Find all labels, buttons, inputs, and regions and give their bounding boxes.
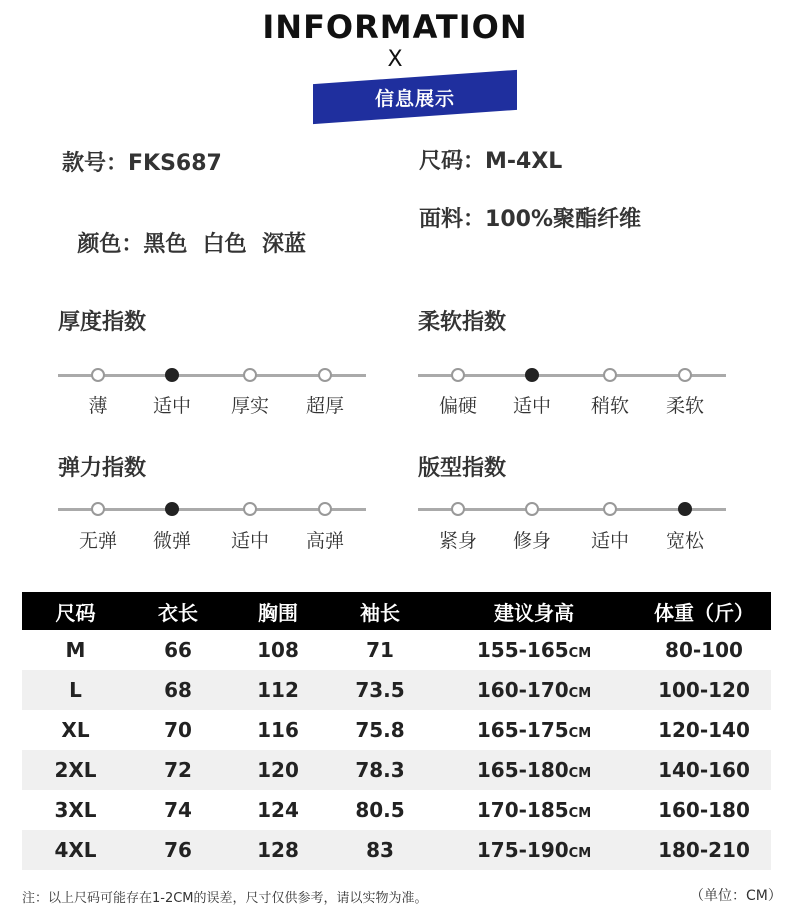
table-cell <box>431 750 637 790</box>
cell-value: 78.3 <box>355 758 405 782</box>
cell-value: 75.8 <box>355 718 405 742</box>
index-title: 柔软指数 <box>418 310 507 335</box>
table-row <box>22 710 771 750</box>
table-cell <box>227 670 329 710</box>
scale-option-label: 微弹 <box>152 530 191 552</box>
scale-dot <box>243 368 257 382</box>
header-weight: 体重（斤） <box>637 592 771 630</box>
scale-dot <box>525 502 539 516</box>
table-cell <box>637 750 771 790</box>
style-number <box>62 146 222 177</box>
cell-value: 165-180 <box>476 758 569 782</box>
scale-dot <box>318 368 332 382</box>
table-cell <box>227 630 329 670</box>
cell-value: 80.5 <box>355 798 405 822</box>
table-cell <box>431 830 637 870</box>
cell-value: 116 <box>257 718 299 742</box>
size-label: 尺码： <box>419 149 486 174</box>
table-cell <box>329 670 431 710</box>
header-chest: 胸围 <box>227 592 329 630</box>
scale-option-label: 紧身 <box>438 530 477 552</box>
table-cell <box>129 790 227 830</box>
color-label: 颜色： <box>77 232 144 257</box>
table-row <box>22 830 771 870</box>
cell-value: 112 <box>257 678 299 702</box>
table-cell <box>22 830 129 870</box>
table-cell <box>431 790 637 830</box>
table-cell <box>329 790 431 830</box>
scale-dot <box>451 368 465 382</box>
size-table <box>22 592 771 870</box>
table-cell <box>22 750 129 790</box>
cell-value: 128 <box>257 838 299 862</box>
scale-option-label: 偏硬 <box>438 395 477 417</box>
table-header-row <box>22 592 771 630</box>
cell-value: 140-160 <box>658 758 750 782</box>
table-cell <box>329 830 431 870</box>
cell-value: 108 <box>257 638 299 662</box>
cell-value: 68 <box>164 678 192 702</box>
table-cell <box>637 670 771 710</box>
cell-value: 66 <box>164 638 192 662</box>
style-label: 款号： <box>62 151 129 176</box>
height-unit: CM <box>568 846 592 861</box>
table-row <box>22 670 771 710</box>
cell-value: 71 <box>366 638 394 662</box>
banner-label: 信息展示 <box>374 88 455 110</box>
cell-value: 76 <box>164 838 192 862</box>
cell-value: 74 <box>164 798 192 822</box>
table-cell <box>227 750 329 790</box>
table-cell <box>637 790 771 830</box>
scale-option-label: 高弹 <box>305 530 344 552</box>
table-cell <box>22 790 129 830</box>
table-row <box>22 790 771 830</box>
cell-value: M <box>65 638 86 662</box>
cell-value: 100-120 <box>658 678 750 702</box>
color-value: 黑色 白色 深蓝 <box>143 232 306 257</box>
scale-option-label: 适中 <box>152 395 191 417</box>
table-cell <box>431 710 637 750</box>
cell-value: 170-185 <box>476 798 569 822</box>
index-title: 版型指数 <box>418 456 507 481</box>
size-value: M-4XL <box>485 149 563 174</box>
table-cell <box>431 630 637 670</box>
cell-value: 180-210 <box>658 838 750 862</box>
table-cell <box>129 830 227 870</box>
table-cell <box>22 670 129 710</box>
header-size: 尺码 <box>22 592 129 630</box>
scale-option-label: 薄 <box>88 395 108 417</box>
scale-option-label: 宽松 <box>665 530 704 552</box>
scale-dot <box>678 368 692 382</box>
index-title: 厚度指数 <box>58 310 147 335</box>
cell-value: 72 <box>164 758 192 782</box>
cell-value: 70 <box>164 718 192 742</box>
cell-value: 3XL <box>54 798 97 822</box>
scale-option-label: 适中 <box>512 395 551 417</box>
table-cell <box>129 710 227 750</box>
page-title: INFORMATION <box>262 8 528 46</box>
header-sleeve: 袖长 <box>329 592 431 630</box>
cell-value: 175-190 <box>476 838 569 862</box>
table-cell <box>637 710 771 750</box>
color-options <box>62 202 306 258</box>
scale-option-label: 超厚 <box>305 395 344 417</box>
scale-option-label: 适中 <box>590 530 629 552</box>
scale-dot-selected <box>165 502 179 516</box>
footer-note: 注：以上尺码可能存在1-2CM的误差，尺寸仅供参考，请以实物为准。 <box>22 891 428 906</box>
size-range <box>419 144 562 175</box>
scale-option-label: 稍软 <box>590 395 629 417</box>
scale-option-label: 柔软 <box>665 395 704 417</box>
fabric-label: 面料： <box>419 207 486 232</box>
cell-value: 120 <box>257 758 299 782</box>
cell-value: 120-140 <box>658 718 750 742</box>
height-unit: CM <box>568 686 592 701</box>
table-cell <box>329 750 431 790</box>
table-cell <box>329 630 431 670</box>
scale-dot-selected <box>165 368 179 382</box>
cell-value: 4XL <box>54 838 97 862</box>
height-unit: CM <box>568 726 592 741</box>
scale-option-label: 无弹 <box>78 530 117 552</box>
scale-dot <box>603 502 617 516</box>
cell-value: 155-165 <box>476 638 569 662</box>
table-cell <box>637 630 771 670</box>
table-cell <box>227 830 329 870</box>
cell-value: 124 <box>257 798 299 822</box>
scale-option-label: 适中 <box>230 530 269 552</box>
cell-value: 83 <box>366 838 394 862</box>
table-cell <box>431 670 637 710</box>
table-row <box>22 750 771 790</box>
scale-dot-selected <box>525 368 539 382</box>
table-cell <box>129 630 227 670</box>
scale-dot <box>318 502 332 516</box>
cell-value: 2XL <box>54 758 97 782</box>
scale-dot <box>603 368 617 382</box>
scale-dot <box>451 502 465 516</box>
cell-value: XL <box>61 718 90 742</box>
table-cell <box>227 710 329 750</box>
table-cell <box>227 790 329 830</box>
cell-value: L <box>69 678 82 702</box>
scale-dot-selected <box>678 502 692 516</box>
scale-dot <box>91 502 105 516</box>
cell-value: 80-100 <box>665 638 743 662</box>
height-unit: CM <box>568 806 592 821</box>
height-unit: CM <box>568 766 592 781</box>
table-cell <box>637 830 771 870</box>
scale-dot <box>243 502 257 516</box>
table-row <box>22 630 771 670</box>
header-length: 衣长 <box>129 592 227 630</box>
scale-option-label: 修身 <box>512 530 551 552</box>
table-cell <box>129 750 227 790</box>
cross-mark: X <box>387 47 403 72</box>
cell-value: 165-175 <box>476 718 569 742</box>
header-height: 建议身高 <box>431 592 637 630</box>
cell-value: 73.5 <box>355 678 405 702</box>
table-cell <box>22 710 129 750</box>
height-unit: CM <box>568 646 592 661</box>
table-cell <box>329 710 431 750</box>
style-value: FKS687 <box>128 151 222 176</box>
cell-value: 160-170 <box>476 678 569 702</box>
table-cell <box>129 670 227 710</box>
fabric-info <box>419 202 641 233</box>
scale-dot <box>91 368 105 382</box>
table-cell <box>22 630 129 670</box>
index-title: 弹力指数 <box>58 456 147 481</box>
scale-option-label: 厚实 <box>230 395 269 417</box>
cell-value: 160-180 <box>658 798 750 822</box>
unit-note: （单位：CM） <box>690 888 782 904</box>
fabric-value: 100%聚酯纤维 <box>485 207 641 232</box>
